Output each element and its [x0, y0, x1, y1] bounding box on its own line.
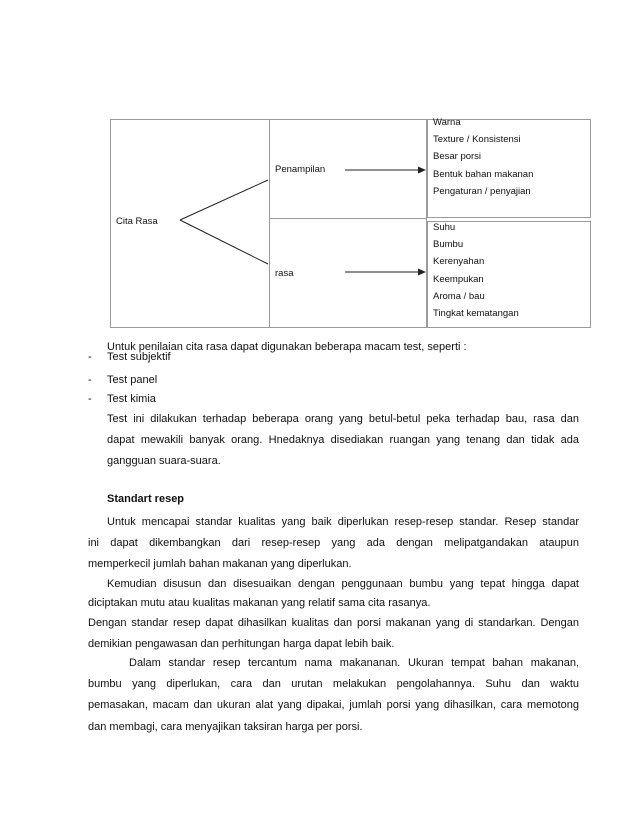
bullet-item: Test subjektif	[107, 351, 171, 363]
kimia-paragraph-line: dapat mewakili banyak orang. Hnedaknya disediakan ruangan yang tenang dan tidak ada	[107, 434, 579, 446]
diagram-bottom-items	[433, 219, 519, 322]
bullet-marker: -	[88, 374, 92, 386]
diagram-top-item: Warna	[433, 117, 461, 128]
diagram-bottom-item: Aroma / bau	[433, 290, 485, 302]
diagram-top-item: Bentuk bahan makanan	[433, 168, 534, 180]
body-line: Untuk mencapai standar kualitas yang baik diperlukan resep-resep standar. Resep standar	[107, 516, 579, 528]
bullet-item: Test kimia	[107, 393, 156, 405]
body-line: Kemudian disusun dan disesuaikan dengan penggunaan bumbu yang tepat hingga dapat	[107, 578, 579, 590]
branch-line-down	[180, 220, 268, 264]
diagram-top-item: Texture / Konsistensi	[433, 134, 521, 146]
diagram-bottom-item: Bumbu	[433, 239, 464, 251]
diagram-root-label: Cita Rasa	[116, 216, 158, 227]
arrow-top-head	[418, 167, 426, 174]
body-line: memperkecil jumlah bahan makanan yang diperlukan.	[88, 558, 352, 570]
diagram-bottom-item: Keempukan	[433, 273, 484, 285]
diagram-branch-top-label: Penampilan	[275, 164, 326, 175]
diagram-top-item: Pengaturan / penyajian	[433, 185, 531, 197]
body-line: dan membagi, cara menyajikan taksiran harga per porsi.	[88, 721, 363, 733]
body-line: ini dapat dikembangkan dari resep-resep yang ada dengan melipatgandakan ataupun	[88, 537, 579, 549]
bullet-marker: -	[88, 351, 92, 363]
body-line: bumbu yang diperlukan, cara dan urutan melakukan pengolahannya. Suhu dan waktu	[88, 678, 579, 690]
intro-text: Untuk penilaian cita rasa dapat digunakan beberapa macam test, seperti :	[107, 341, 467, 353]
bullet-item: Test panel	[107, 374, 158, 386]
body-line: diciptakan mutu atau kualitas makanan yang relatif sama cita rasanya.	[88, 597, 431, 609]
body-line: pemasakan, macam dan ukuran alat yang dipakai, jumlah porsi yang dihasilkan, cara memotong	[88, 699, 579, 711]
diagram-bottom-item: Suhu	[433, 222, 456, 233]
body-line: Dengan standar resep dapat dihasilkan kualitas dan porsi makanan yang di standarkan. Dengan	[88, 617, 579, 629]
diagram-branch-bottom-label: rasa	[275, 268, 294, 279]
section-heading: Standart resep	[107, 493, 185, 505]
diagram-top-items	[433, 114, 533, 200]
diagram-bottom-item: Kerenyahan	[433, 256, 485, 268]
kimia-paragraph-line: gangguan suara-suara.	[107, 455, 221, 467]
diagram-top-item: Besar porsi	[433, 151, 482, 163]
body-line: Dalam standar resep tercantum nama makananan. Ukuran tempat bahan makanan,	[129, 657, 579, 669]
branch-line-up	[180, 180, 268, 220]
diagram-bottom-item: Tingkat kematangan	[433, 307, 519, 319]
bullet-marker: -	[88, 393, 92, 405]
arrow-bottom-head	[418, 269, 426, 276]
kimia-paragraph-line: Test ini dilakukan terhadap beberapa orang yang betul-betul peka terhadap bau, rasa dan	[107, 413, 579, 425]
body-line: demikian pengawasan dan perhitungan harga dapat lebih baik.	[88, 638, 395, 650]
